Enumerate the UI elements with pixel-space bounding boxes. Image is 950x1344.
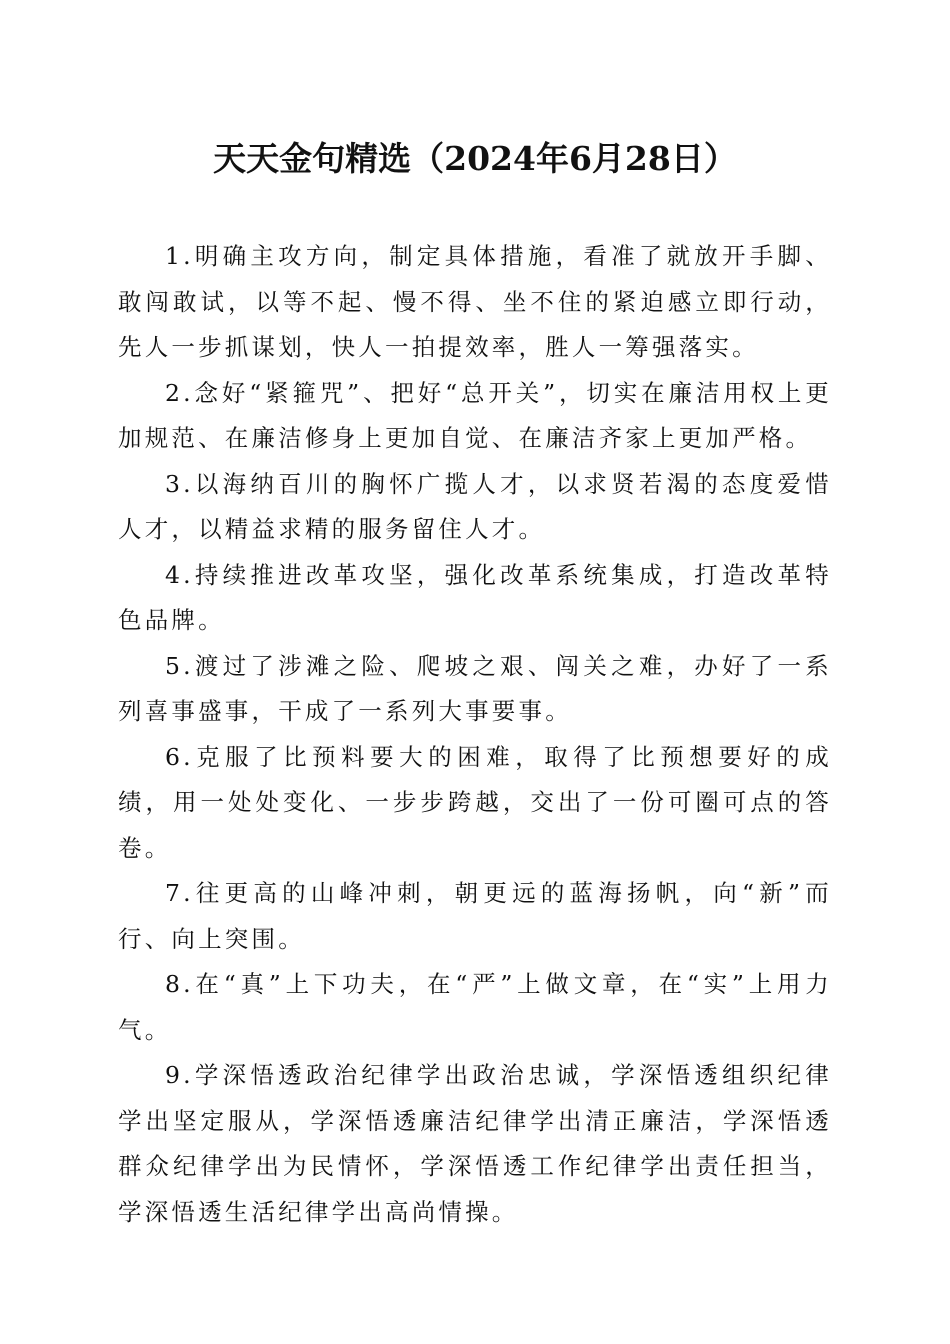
quote-item-3: 3.以海纳百川的胸怀广揽人才，以求贤若渴的态度爱惜人才，以精益求精的服务留住人才。 (118, 469, 832, 543)
quote-item-6: 6.克服了比预料要大的困难，取得了比预想要好的成绩，用一处处变化、一步步跨越，交出了一份可圈可点的答卷。 (118, 742, 832, 862)
quote-item-1: 1.明确主攻方向，制定具体措施，看准了就放开手脚、敢闯敢试，以等不起、慢不得、坐不住的紧迫感立即行动，先人一步抓谋划，快人一拍提效率，胜人一筹强落实。 (118, 242, 832, 361)
quote-item-4: 4.持续推进改革攻坚，强化改革系统集成，打造改革特色品牌。 (118, 560, 832, 634)
document-title: 天天金句精选（2024年6月28日） (213, 139, 737, 178)
quote-item-7: 7.往更高的山峰冲刺，朝更远的蓝海扬帆，向“新”而行、向上突围。 (118, 879, 832, 953)
quote-item-9: 9.学深悟透政治纪律学出政治忠诚，学深悟透组织纪律学出坚定服从，学深悟透廉洁纪律学出清正廉洁，学深悟透群众纪律学出为民情怀，学深悟透工作纪律学出责任担当，学深悟透生活纪律学出高尚情操。 (118, 1061, 832, 1226)
quote-list (118, 234, 832, 1235)
quote-item-5: 5.渡过了涉滩之险、爬坡之艰、闯关之难，办好了一系列喜事盛事，干成了一系列大事要事。 (118, 651, 832, 725)
quote-item-2: 2.念好“紧箍咒”、把好“总开关”，切实在廉洁用权上更加规范、在廉洁修身上更加自觉、在廉洁齐家上更加严格。 (118, 378, 832, 452)
quote-item-8: 8.在“真”上下功夫，在“严”上做文章，在“实”上用力气。 (118, 970, 832, 1044)
